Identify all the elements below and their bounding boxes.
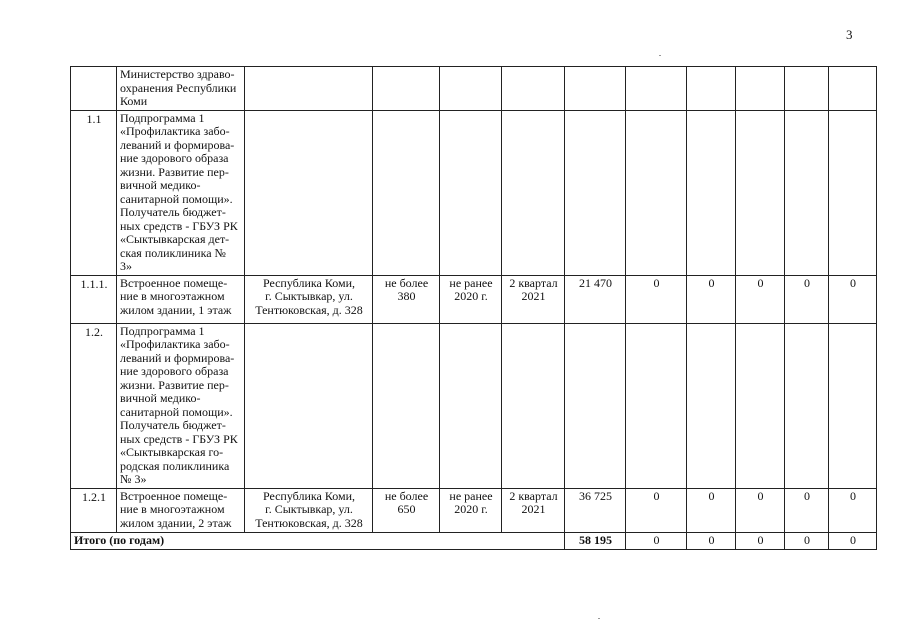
row-start: не ранее 2020 г. [440,488,502,532]
total-value-3: 0 [687,532,736,549]
row-number: 1.1.1. [71,275,117,323]
total-value-5: 0 [785,532,829,549]
row-value-1 [565,110,626,275]
budget-table [70,66,877,550]
row-number: 1.1 [71,110,117,275]
row-value-5 [785,323,829,488]
row-value-1: 36 725 [565,488,626,532]
row-address: Республика Коми, г. Сыктывкар, ул. Тентюковская, д. 328 [245,488,373,532]
row-value-3: 0 [687,275,736,323]
row-area: не более 650 [373,488,440,532]
row-value-6 [829,110,877,275]
row-end [502,323,565,488]
total-label: Итого (по годам) [71,532,565,549]
row-value-4 [736,67,785,111]
row-value-2 [626,67,687,111]
table-row [71,110,877,275]
row-name: Министерство здраво- охранения Республики Коми [117,67,245,111]
page-number: 3 [846,27,853,42]
total-row [71,532,877,549]
row-end [502,110,565,275]
row-address [245,323,373,488]
row-start [440,67,502,111]
row-value-5: 0 [785,488,829,532]
total-value-2: 0 [626,532,687,549]
row-address [245,110,373,275]
row-value-2: 0 [626,488,687,532]
row-end: 2 квартал 2021 [502,275,565,323]
row-value-2 [626,110,687,275]
row-value-6 [829,67,877,111]
total-value-4: 0 [736,532,785,549]
row-value-4: 0 [736,275,785,323]
row-number: 1.2.1 [71,488,117,532]
row-number [71,67,117,111]
total-value-6: 0 [829,532,877,549]
row-address: Республика Коми, г. Сыктывкар, ул. Тентюковская, д. 328 [245,275,373,323]
row-address [245,67,373,111]
table-row [71,488,877,532]
row-value-6 [829,323,877,488]
row-value-4 [736,323,785,488]
row-name: Встроенное помеще- ние в многоэтажном жилом здании, 1 этаж [117,275,245,323]
row-value-1: 21 470 [565,275,626,323]
row-end: 2 квартал 2021 [502,488,565,532]
table-row [71,67,877,111]
scan-speck [598,618,600,619]
row-start: не ранее 2020 г. [440,275,502,323]
row-area [373,323,440,488]
row-value-6: 0 [829,488,877,532]
row-area [373,67,440,111]
row-value-2 [626,323,687,488]
row-value-4: 0 [736,488,785,532]
row-name: Подпрограмма 1 «Профилактика забо- леваний и формирова- ние здорового образа жизни. Развитие пер- вичной медико- санитарной помощи». Получатель бюджет- ных средств - ГБУЗ РК «Сыктывкарская дет- ская поликлиника № 3» [117,110,245,275]
row-value-3 [687,67,736,111]
row-value-4 [736,110,785,275]
row-value-2: 0 [626,275,687,323]
row-start [440,110,502,275]
row-value-3 [687,110,736,275]
row-value-5 [785,67,829,111]
row-value-5 [785,110,829,275]
row-name: Подпрограмма 1 «Профилактика забо- леваний и формирова- ние здорового образа жизни. Развитие пер- вичной медико- санитарной помощи». Получатель бюджет- ных средств - ГБУЗ РК «Сыктывкарская го- родская поликлиника № 3» [117,323,245,488]
row-start [440,323,502,488]
row-area [373,110,440,275]
row-value-1 [565,323,626,488]
row-name: Встроенное помеще- ние в многоэтажном жилом здании, 2 этаж [117,488,245,532]
table-row [71,275,877,323]
row-value-6: 0 [829,275,877,323]
row-value-5: 0 [785,275,829,323]
total-value-1: 58 195 [565,532,626,549]
row-number: 1.2. [71,323,117,488]
table-row [71,323,877,488]
row-value-3: 0 [687,488,736,532]
row-end [502,67,565,111]
scan-speck [659,55,661,56]
row-value-1 [565,67,626,111]
row-area: не более 380 [373,275,440,323]
row-value-3 [687,323,736,488]
